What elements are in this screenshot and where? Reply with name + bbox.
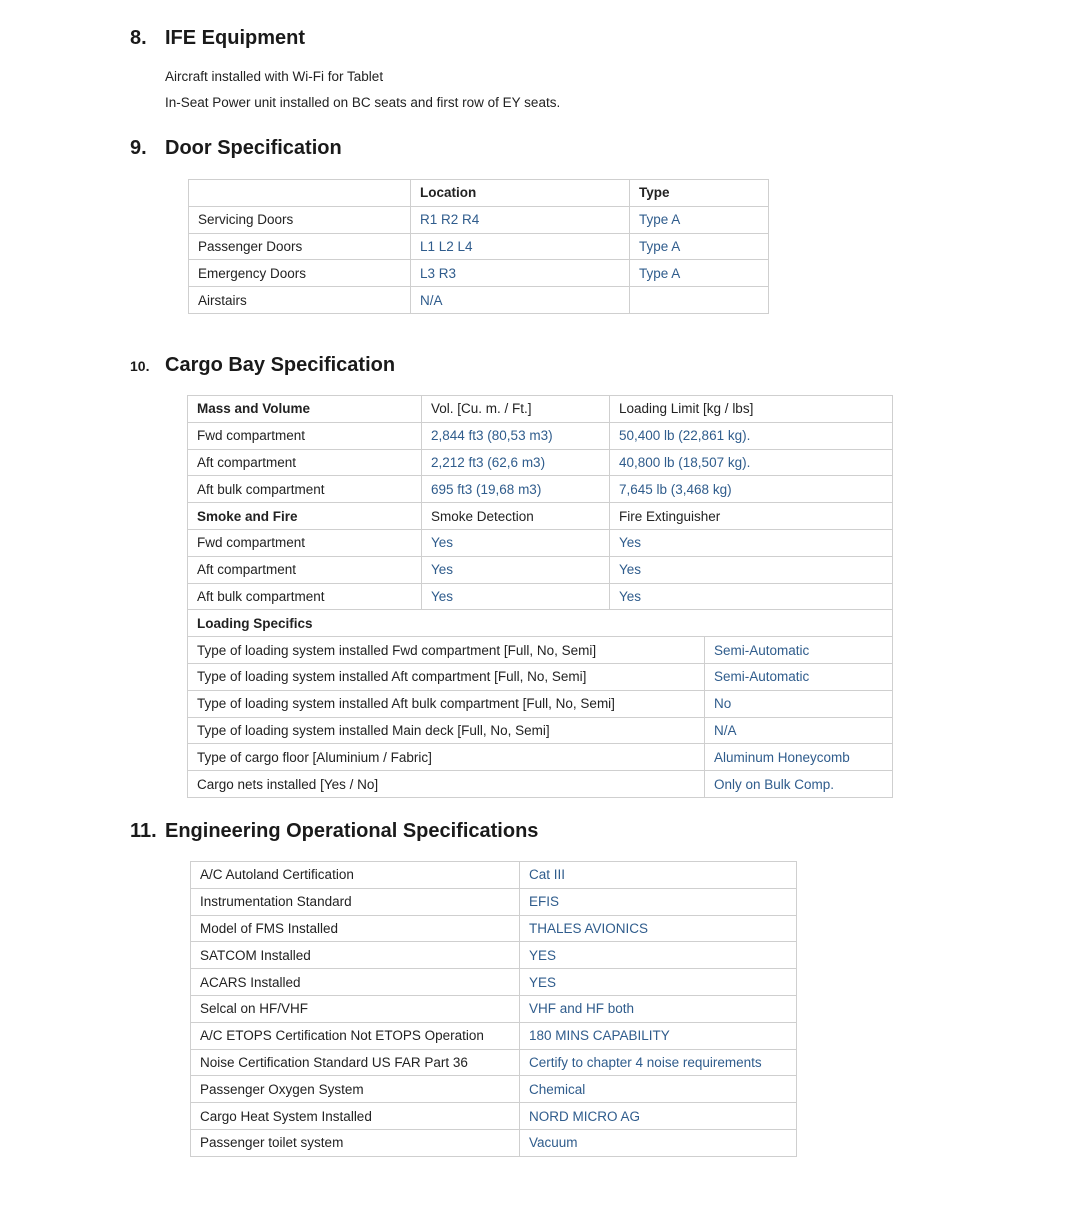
header-cell (189, 180, 411, 207)
type-value: Type A (630, 233, 769, 260)
cargo-spec-table (187, 395, 893, 798)
section-8-heading (130, 27, 305, 50)
section-title: Cargo Bay Specification (165, 354, 396, 376)
limit-value: 40,800 lb (18,507 kg). (610, 449, 893, 476)
smoke-fire-header: Smoke and Fire (188, 503, 422, 530)
table-row (188, 690, 893, 717)
ife-line-2: In-Seat Power unit installed on BC seats and first row of EY seats. (165, 95, 561, 110)
row-label: Noise Certification Standard US FAR Part 36 (191, 1049, 520, 1076)
smoke-detection-header: Smoke Detection (422, 503, 610, 530)
type-value: Type A (630, 206, 769, 233)
table-row (191, 995, 797, 1022)
detection-value: Yes (422, 583, 610, 610)
location-value: N/A (411, 287, 630, 314)
row-value: 180 MINS CAPABILITY (520, 1022, 797, 1049)
row-label: A/C Autoland Certification (191, 862, 520, 889)
row-label: Instrumentation Standard (191, 888, 520, 915)
row-label: A/C ETOPS Certification Not ETOPS Operation (191, 1022, 520, 1049)
extinguisher-value: Yes (610, 529, 893, 556)
section-number: 9. (130, 137, 147, 159)
fire-extinguisher-header: Fire Extinguisher (610, 503, 893, 530)
volume-value: 2,212 ft3 (62,6 m3) (422, 449, 610, 476)
row-value: VHF and HF both (520, 995, 797, 1022)
row-label: Selcal on HF/VHF (191, 995, 520, 1022)
section-number: 8. (130, 27, 147, 49)
table-row (191, 1103, 797, 1130)
table-row (188, 422, 893, 449)
section-title: IFE Equipment (165, 27, 305, 49)
extinguisher-value: Yes (610, 556, 893, 583)
row-label: Cargo Heat System Installed (191, 1103, 520, 1130)
header-cell-type: Type (630, 180, 769, 207)
volume-value: 2,844 ft3 (80,53 m3) (422, 422, 610, 449)
location-value: L3 R3 (411, 260, 630, 287)
table-row (191, 862, 797, 889)
table-row (189, 287, 769, 314)
table-row (188, 744, 893, 771)
row-label: Aft compartment (188, 449, 422, 476)
section-number: 10. (130, 358, 150, 374)
loading-value: Semi-Automatic (705, 637, 893, 664)
row-value: THALES AVIONICS (520, 915, 797, 942)
door-spec-table (188, 179, 769, 314)
row-label: Fwd compartment (188, 422, 422, 449)
loading-value: No (705, 690, 893, 717)
extinguisher-value: Yes (610, 583, 893, 610)
table-row (188, 663, 893, 690)
loading-value: Semi-Automatic (705, 663, 893, 690)
table-row (188, 556, 893, 583)
row-value: YES (520, 969, 797, 996)
row-label: Emergency Doors (189, 260, 411, 287)
row-label: Type of loading system installed Main deck [Full, No, Semi] (188, 717, 705, 744)
table-row (189, 233, 769, 260)
table-row (188, 637, 893, 664)
row-value: NORD MICRO AG (520, 1103, 797, 1130)
table-row (188, 583, 893, 610)
table-row (191, 942, 797, 969)
detection-value: Yes (422, 556, 610, 583)
volume-header: Vol. [Cu. m. / Ft.] (422, 396, 610, 423)
row-label: Fwd compartment (188, 529, 422, 556)
table-row (191, 1049, 797, 1076)
table-row (188, 449, 893, 476)
mass-header-row (188, 396, 893, 423)
row-label: Type of loading system installed Fwd compartment [Full, No, Semi] (188, 637, 705, 664)
table-row (191, 915, 797, 942)
table-row (191, 888, 797, 915)
loading-value: Aluminum Honeycomb (705, 744, 893, 771)
section-10-heading (130, 354, 395, 377)
table-row (188, 717, 893, 744)
table-row (191, 969, 797, 996)
row-label: SATCOM Installed (191, 942, 520, 969)
row-label: Cargo nets installed [Yes / No] (188, 771, 705, 798)
ife-line-1: Aircraft installed with Wi-Fi for Tablet (165, 69, 384, 84)
loading-value: Only on Bulk Comp. (705, 771, 893, 798)
row-value: Chemical (520, 1076, 797, 1103)
row-value: YES (520, 942, 797, 969)
row-value: EFIS (520, 888, 797, 915)
row-label: Type of loading system installed Aft compartment [Full, No, Semi] (188, 663, 705, 690)
table-row (191, 1022, 797, 1049)
table-row (188, 771, 893, 798)
table-row (189, 260, 769, 287)
table-row (189, 206, 769, 233)
row-label: Aft bulk compartment (188, 583, 422, 610)
row-label: Model of FMS Installed (191, 915, 520, 942)
section-title: Door Specification (165, 137, 342, 159)
engineering-spec-table (190, 861, 797, 1157)
row-label: ACARS Installed (191, 969, 520, 996)
volume-value: 695 ft3 (19,68 m3) (422, 476, 610, 503)
loading-limit-header: Loading Limit [kg / lbs] (610, 396, 893, 423)
row-label: Aft bulk compartment (188, 476, 422, 503)
type-value (630, 287, 769, 314)
section-title: Engineering Operational Specifications (165, 820, 539, 842)
detection-value: Yes (422, 529, 610, 556)
limit-value: 50,400 lb (22,861 kg). (610, 422, 893, 449)
table-row (188, 476, 893, 503)
table-row (191, 1076, 797, 1103)
loading-specifics-header: Loading Specifics (188, 610, 893, 637)
table-header-row (189, 180, 769, 207)
type-value: Type A (630, 260, 769, 287)
row-value: Vacuum (520, 1129, 797, 1156)
location-value: R1 R2 R4 (411, 206, 630, 233)
table-row (191, 1129, 797, 1156)
row-label: Type of loading system installed Aft bulk compartment [Full, No, Semi] (188, 690, 705, 717)
section-9-heading (130, 137, 342, 160)
row-label: Aft compartment (188, 556, 422, 583)
loading-header-row (188, 610, 893, 637)
smoke-header-row (188, 503, 893, 530)
limit-value: 7,645 lb (3,468 kg) (610, 476, 893, 503)
location-value: L1 L2 L4 (411, 233, 630, 260)
row-label: Passenger Oxygen System (191, 1076, 520, 1103)
section-11-heading (130, 820, 538, 843)
row-label: Passenger toilet system (191, 1129, 520, 1156)
header-cell-location: Location (411, 180, 630, 207)
row-value: Cat III (520, 862, 797, 889)
table-row (188, 529, 893, 556)
section-number: 11. (130, 820, 157, 842)
row-label: Servicing Doors (189, 206, 411, 233)
mass-volume-header: Mass and Volume (188, 396, 422, 423)
loading-value: N/A (705, 717, 893, 744)
row-value: Certify to chapter 4 noise requirements (520, 1049, 797, 1076)
row-label: Passenger Doors (189, 233, 411, 260)
row-label: Type of cargo floor [Aluminium / Fabric] (188, 744, 705, 771)
row-label: Airstairs (189, 287, 411, 314)
